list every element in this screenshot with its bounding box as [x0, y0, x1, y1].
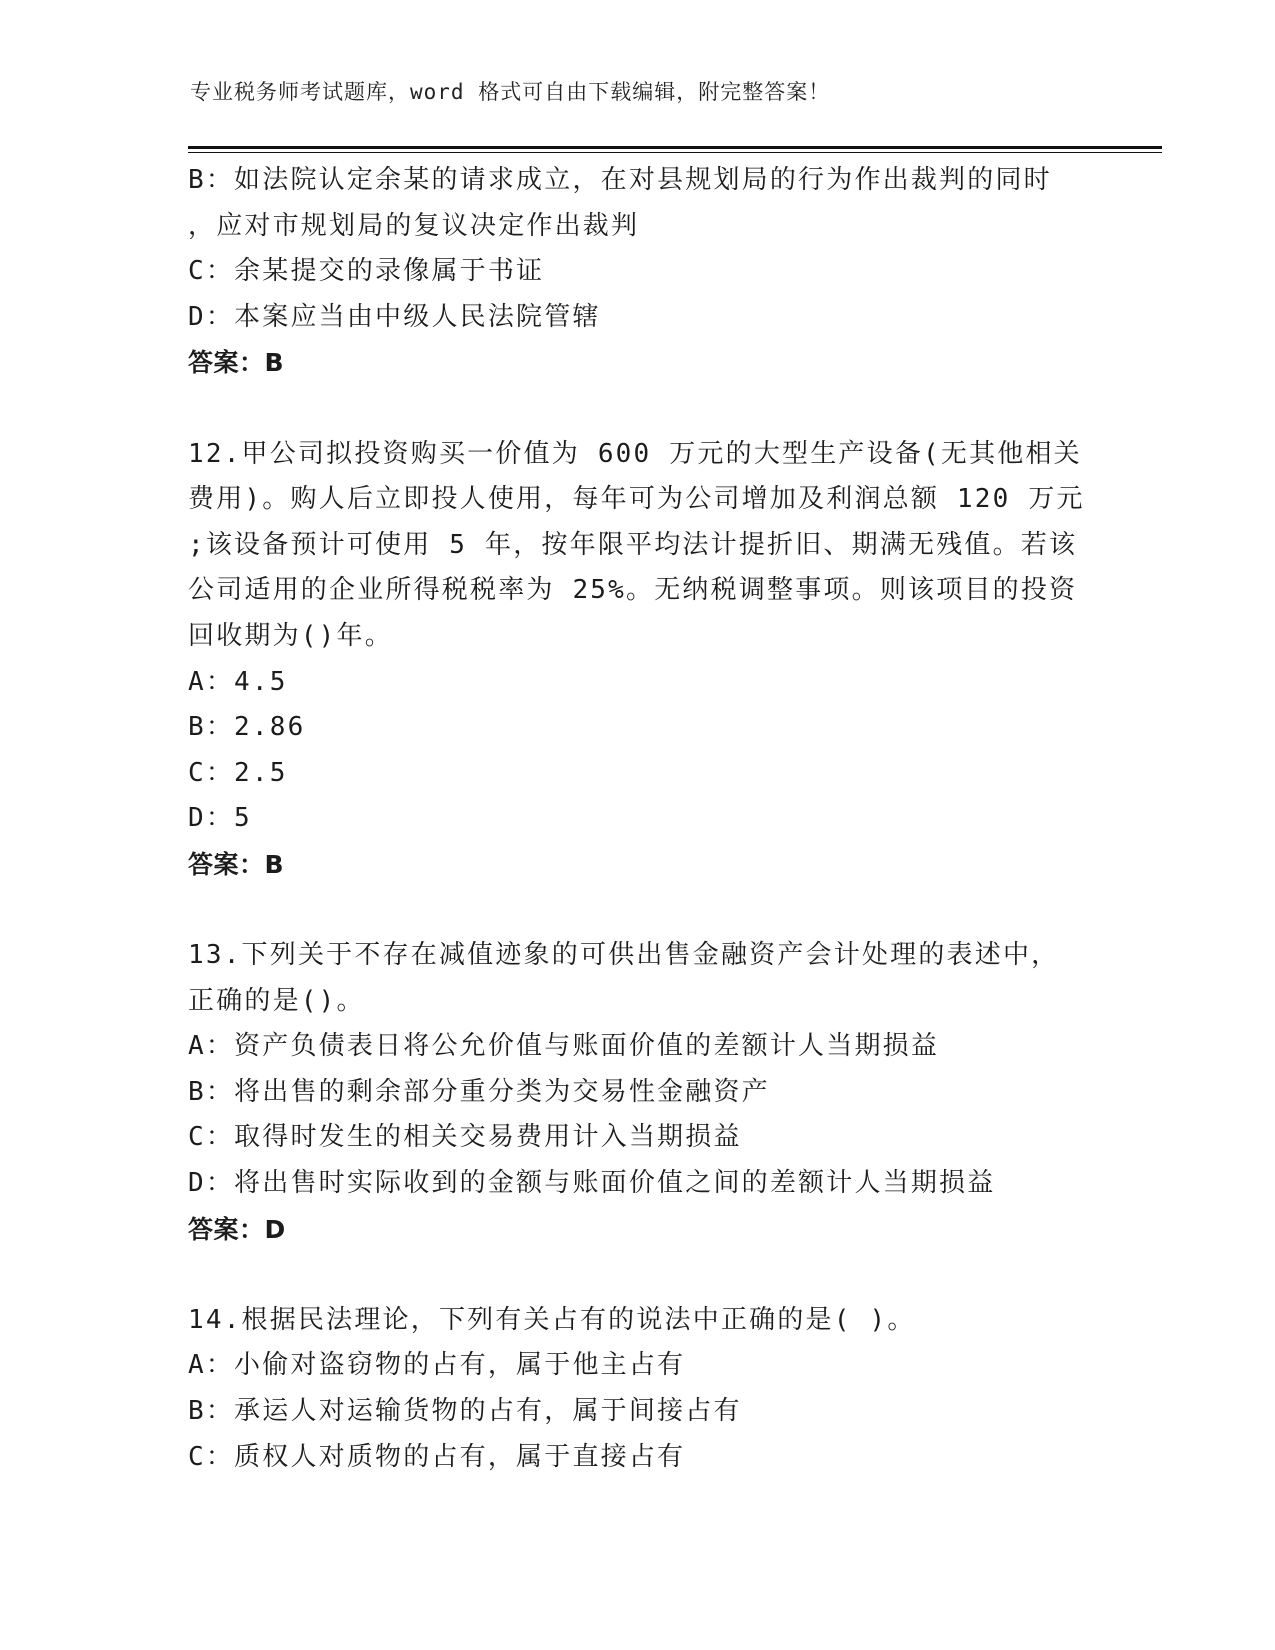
q11-option-b-line1: B：如法院认定余某的请求成立，在对县规划局的行为作出裁判的同时 [188, 165, 1052, 195]
q13-stem-line1: 13.下列关于不存在减值迹象的可供出售金融资产会计处理的表述中， [188, 940, 1060, 971]
q12-option-b: B：2.86 [188, 712, 306, 743]
q11-answer: 答案：B [188, 348, 285, 378]
page-header: 专业税务师考试题库，word 格式可自由下载编辑，附完整答案！ [190, 80, 831, 104]
q14-stem: 14.根据民法理论，下列有关占有的说法中正确的是( )。 [188, 1304, 916, 1335]
question-list [188, 158, 1088, 1480]
q13-option-a: A：资产负债表日将公允价值与账面价值的差额计人当期损益 [188, 1031, 940, 1062]
q14-option-c: C：质权人对质物的占有，属于直接占有 [188, 1441, 686, 1472]
q12-stem-line2: 费用)。购人后立即投人使用，每年可为公司增加及利润总额 120 万元 [188, 484, 1085, 515]
q12-option-d: D：5 [188, 803, 252, 834]
header-rule-thin [188, 152, 1162, 153]
q14-option-a: A：小偷对盗窃物的占有，属于他主占有 [188, 1350, 686, 1381]
spacer [188, 386, 1088, 432]
q11-option-d: D：本案应当由中级人民法院管辖 [188, 301, 601, 332]
spacer [188, 1252, 1088, 1298]
q11-option-b-line2: ，应对市规划局的复议决定作出裁判 [188, 210, 640, 241]
q12-stem-line3: ;该设备预计可使用 5 年，按年限平均法计提折旧、期满无残值。若该 [188, 529, 1078, 560]
q13-option-c: C：取得时发生的相关交易费用计入当期损益 [188, 1122, 742, 1153]
spacer [188, 888, 1088, 934]
q12-stem-line5: 回收期为()年。 [188, 620, 393, 651]
header-rule-thick [188, 146, 1162, 149]
q12-option-a: A：4.5 [188, 666, 288, 697]
q13-answer: 答案：D [188, 1214, 286, 1244]
q14-option-b: B：承运人对运输货物的占有，属于间接占有 [188, 1396, 742, 1427]
q12-answer: 答案：B [188, 849, 285, 879]
q12-option-c: C：2.5 [188, 757, 288, 788]
q13-option-d: D：将出售时实际收到的金额与账面价值之间的差额计人当期损益 [188, 1168, 996, 1199]
q12-stem-line4: 公司适用的企业所得税税率为 25%。无纳税调整事项。则该项目的投资 [188, 575, 1078, 606]
q13-stem-line2: 正确的是()。 [188, 985, 365, 1016]
q11-option-c: C：余某提交的录像属于书证 [188, 256, 545, 287]
q12-stem-line1: 12.甲公司拟投资购买一价值为 600 万元的大型生产设备(无其他相关 [188, 438, 1082, 469]
q13-option-b: B：将出售的剩余部分重分类为交易性金融资产 [188, 1076, 770, 1107]
